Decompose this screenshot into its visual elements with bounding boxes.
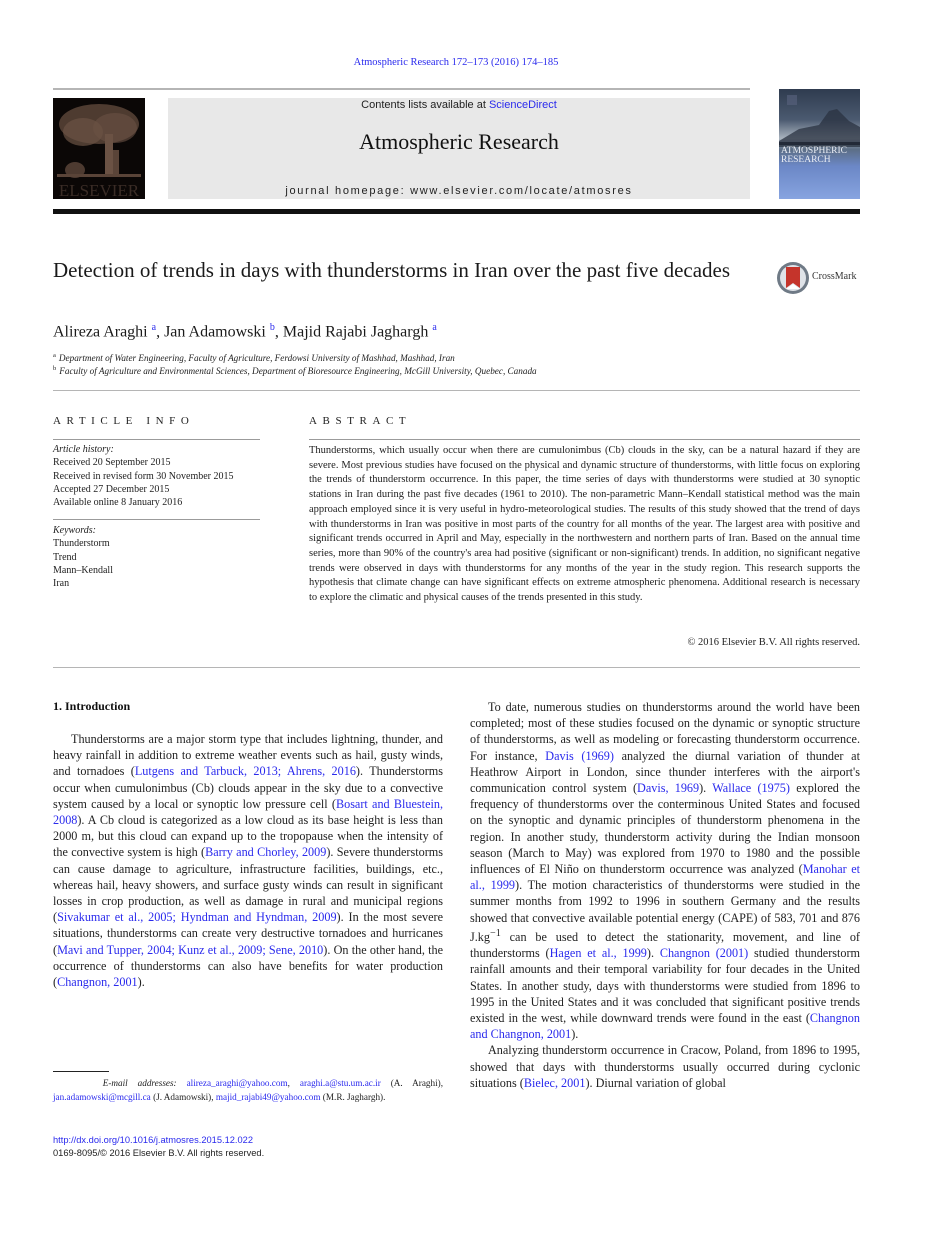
journal-header-box xyxy=(168,98,750,199)
abstract-end-rule xyxy=(53,667,860,668)
citation-link[interactable]: Lutgens and Tarbuck, 2013; Ahrens, 2016 xyxy=(134,764,356,779)
history-revised: Received in revised form 30 November 2015 xyxy=(53,470,234,482)
journal-homepage-link[interactable]: journal homepage: www.elsevier.com/locate/atmosres xyxy=(285,185,633,197)
body-right-column xyxy=(470,699,860,1091)
elsevier-logo[interactable] xyxy=(53,98,145,199)
title-rule xyxy=(53,390,860,391)
cover-title-line2: RESEARCH xyxy=(781,154,831,165)
history-received: Received 20 September 2015 xyxy=(53,457,171,469)
author-name[interactable]: Majid Rajabi Jaghargh xyxy=(282,323,429,341)
cover-title xyxy=(781,147,859,164)
body-left-column xyxy=(53,731,443,990)
header-top-rule xyxy=(53,88,750,90)
citation-link[interactable]: Davis (1969) xyxy=(545,748,614,763)
intro-paragraph-1: Thunderstorms are a major storm type that includes lightning, thunder, and heavy rainfall in addition to extreme weather events such as hail, gusty winds, and tornadoes (Lutgens and Tarbuck, 2013; Ahrens, 2016). Thunderstorms occur when cumulonimbus (Cb) clouds appear in the sky due to a convective system caused by a local or synoptic low pressure cell (Bosart and Bluestein, 2008). A Cb cloud is categorized as a low cloud as its base height is less than 2000 m, but this cloud can expand up to the tropopause when the intensity of the convective system is high (Barry and Chorley, 2009). Severe thunderstorms can cause damage to agriculture, infrastructure facilities, buildings, etc., whereas hail, heavy showers, and surface gusty winds can result in significant losses in crop production, as well as damage in rural and municipal regions (Sivakumar et al., 2005; Hyndman and Hyndman, 2009). In the most severe situations, thunderstorms can create very destructive tornadoes and hurricanes (Mavi and Tupper, 2004; Kunz et al., 2009; Sene, 2010). On the other hand, the occurrence of thunderstorms can also have benefits for water production (Changnon, 2001). xyxy=(53,732,444,990)
keyword: Iran xyxy=(53,578,70,590)
affiliation-b xyxy=(53,365,537,376)
email-separator: (A. Araghi), xyxy=(380,1078,444,1088)
citation-link[interactable]: Barry and Chorley, 2009 xyxy=(205,845,327,860)
article-history xyxy=(53,443,263,509)
header-thick-rule xyxy=(53,209,860,214)
history-accepted: Accepted 27 December 2015 xyxy=(53,483,170,495)
journal-reference-link[interactable]: Atmospheric Research 172–173 (2016) 174–185 xyxy=(353,57,559,68)
citation-link[interactable]: Hagen et al., 1999 xyxy=(549,946,647,961)
email-link[interactable]: araghi.a@stu.um.ac.ir xyxy=(299,1078,381,1088)
author-affiliation-link[interactable]: a xyxy=(432,322,437,333)
affiliation-text: Department of Water Engineering, Faculty of Agriculture, Ferdowsi University of Mashhad, Mashhad, Iran xyxy=(58,353,455,364)
email-separator: (M.R. Jaghargh). xyxy=(320,1091,386,1102)
author-affiliation-link[interactable]: a xyxy=(151,322,157,333)
superscript: −1 xyxy=(489,927,501,939)
abstract-rule xyxy=(309,439,860,440)
author-affiliation-link[interactable]: b xyxy=(269,322,275,333)
sciencedirect-link[interactable]: ScienceDirect xyxy=(488,99,557,111)
crossmark-label: CrossMark xyxy=(812,271,857,282)
affiliation-key: a xyxy=(53,352,56,359)
citation-link[interactable]: Wallace (1975) xyxy=(712,781,790,796)
affiliation-text: Faculty of Agriculture and Environmental Sciences, Department of Bioresource Engineering, McGill University, Quebec, Canada xyxy=(59,366,537,377)
doi-link[interactable]: http://dx.doi.org/10.1016/j.atmosres.2015.12.022 xyxy=(53,1135,254,1145)
email-separator: (J. Adamowski), xyxy=(150,1091,216,1102)
citation-link[interactable]: Bielec, 2001 xyxy=(523,1075,586,1090)
keywords xyxy=(53,524,263,590)
crossmark-icon xyxy=(776,261,810,295)
abstract-text: Thunderstorms, which usually occur when there are cumulonimbus (Cb) clouds in the sky, can be a natural hazard if they are severe. Most previous studies have focused on the physical and dynamic structure of thunderstorms, with little focus on exploring the trends of thunderstorm occurrence. In this paper, the time series of days with thunderstorms were studied at 30 synoptic stations in Iran during the past five decades (1961 to 2010). The non-parametric Mann–Kendall statistical method was the main approach employed since it is very useful in hydro-meteorological studies. The results of this study showed that the trend of days with thunderstorms in Iran was positive in most parts of the country for all months of the year. The largest area with positive and significant trends occurred in April and May, especially in the northwestern and northern parts of Iran. Based on the annual time series, more than 90% of the country's area had positive (significant or non-significant) trends. In addition, no significant negative trends were observed in days with thunderstorms for any months of the year in the study region. This research supports the hypothesis that climate change can have significant effects on extreme atmospheric phenomena. Additional research is necessary to explore the climatic and physical causes of the trends presented in this study. xyxy=(309,445,860,604)
keyword: Thunderstorm xyxy=(53,538,110,550)
article-info-rule xyxy=(53,439,260,440)
keywords-label: Keywords: xyxy=(53,525,96,536)
citation-link[interactable]: Sivakumar et al., 2005; Hyndman and Hyndman, 2009 xyxy=(57,910,337,925)
footnote-rule xyxy=(53,1071,109,1072)
citation-link[interactable]: Changnon, 2001 xyxy=(57,975,138,990)
citation-link[interactable]: Changnon (2001) xyxy=(659,946,749,961)
contents-prefix: Contents lists available at xyxy=(361,99,489,111)
journal-cover-image[interactable] xyxy=(779,89,860,199)
email-footnote xyxy=(53,1077,443,1104)
intro-paragraph-2: To date, numerous studies on thunderstorms around the world have been completed; most of these studies focused on the dynamic or synoptic structure of thunderstorms, as well as modeling or forecasting thunderstorm occurrence. For instance, Davis (1969) analyzed the diurnal variation of thunder at Heathrow Airport in London, since thunder interferes with the airport's communication control system (Davis, 1969). Wallace (1975) explored the frequency of thunderstorms over the conterminous United States and focused on the synoptic and dynamic principles of thunderstorm phenomena in the region. In another study, thunderstorm activity during the Indian monsoon season (March to May) was explored from 1970 to 1980 and the possible influences of El Niño on thunderstorm occurrence was analyzed (Manohar et al., 1999). The motion characteristics of thunderstorms were studied in the summer months from 1992 to 1996 in southern Germany and the results showed that convective available potential energy (CAPE) of 583, 701 and 876 $J.kg^{-1}$ can be used to detect the stationarity, movement, and line of thunderstorms (Hagen et al., 1999). Changnon (2001) studied thunderstorm rainfall amounts and their temporal variability for four decades in the United States. In another study, days with thunderstorms were studied from 1896 to 1995 in the United States and it was concluded that significant positive trends existed in the west, while downward trends were found in the east (Changnon and Changnon, 2001). xyxy=(470,700,861,1042)
section-title-introduction: 1. Introduction xyxy=(53,699,131,713)
elsevier-tree-icon xyxy=(53,98,145,199)
journal-name: Atmospheric Research xyxy=(359,129,559,154)
abstract-heading: ABSTRACT xyxy=(309,415,412,427)
cover-title-line1: ATMOSPHERIC xyxy=(781,146,847,156)
citation-link[interactable]: Mavi and Tupper, 2004; Kunz et al., 2009; Sene, 2010 xyxy=(57,942,324,957)
affiliation-a xyxy=(53,352,455,363)
cover-mountain-icon xyxy=(779,89,860,199)
email-label: E-mail addresses: xyxy=(102,1078,177,1088)
article-history-label: Article history: xyxy=(53,444,114,455)
email-link[interactable]: alireza_araghi@yahoo.com xyxy=(186,1078,288,1088)
citation-link[interactable]: Bosart and Bluestein, 2008 xyxy=(53,796,444,828)
issn-copyright: 0169-8095/© 2016 Elsevier B.V. All rights reserved. xyxy=(53,1148,265,1158)
intro-paragraph-3: Analyzing thunderstorm occurrence in Cracow, Poland, from 1896 to 1995, showed that days with thunderstorms usually occurred during cyclonic situations (Bielec, 2001). Diurnal variation of global xyxy=(470,1043,860,1090)
author-name[interactable]: Jan Adamowski xyxy=(164,323,266,341)
citation-link[interactable]: Manohar et al., 1999 xyxy=(470,862,860,893)
crossmark-button[interactable] xyxy=(776,261,862,295)
contents-line xyxy=(168,99,750,111)
affiliation-key: b xyxy=(53,365,57,372)
svg-text:ELSEVIER: ELSEVIER xyxy=(58,181,140,199)
email-separator: , xyxy=(287,1078,300,1088)
keyword: Mann–Kendall xyxy=(53,564,113,576)
article-info-heading: ARTICLE INFO xyxy=(53,415,195,427)
citation-link[interactable]: Changnon and Changnon, 2001 xyxy=(470,1010,860,1042)
article-title: Detection of trends in days with thunderstorms in Iran over the past five decades xyxy=(53,258,731,282)
author-name[interactable]: Alireza Araghi xyxy=(53,323,148,341)
keywords-rule xyxy=(53,519,260,520)
author-list: Alireza Araghi $^a$, Jan Adamowski $^b$, Majid Rajabi Jaghargh $^a$ xyxy=(53,322,437,341)
email-link[interactable]: majid_rajabi49@yahoo.com xyxy=(215,1091,321,1102)
citation-link[interactable]: Davis, 1969 xyxy=(637,781,700,796)
keyword: Trend xyxy=(53,551,77,563)
email-link[interactable]: jan.adamowski@mcgill.ca xyxy=(53,1091,151,1102)
abstract-copyright: © 2016 Elsevier B.V. All rights reserved. xyxy=(687,637,860,648)
history-online: Available online 8 January 2016 xyxy=(53,497,183,509)
